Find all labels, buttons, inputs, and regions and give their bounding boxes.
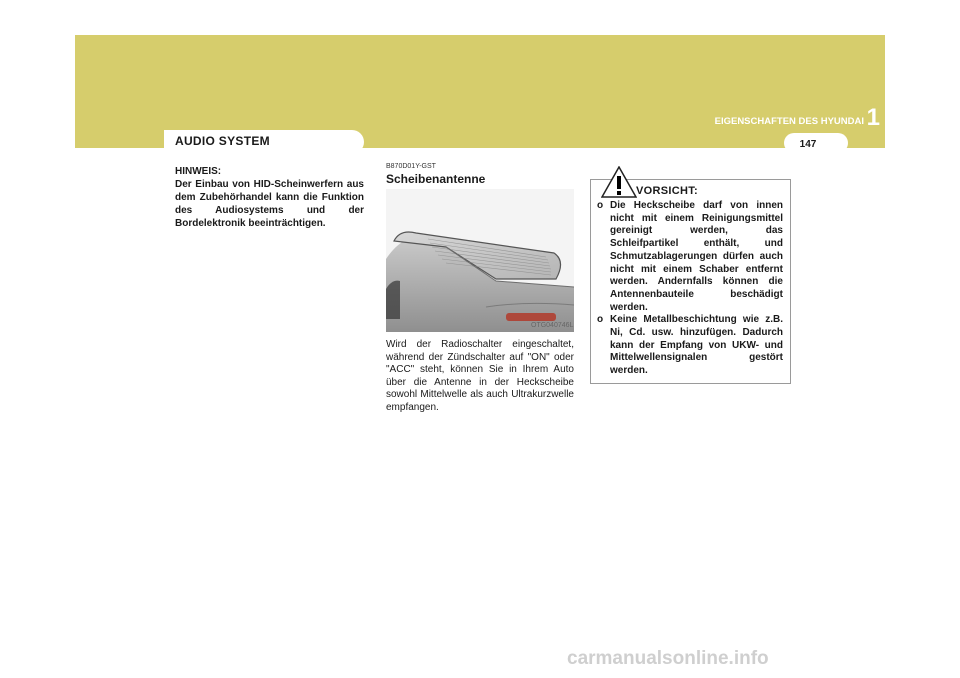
warning-item bbox=[597, 314, 783, 378]
warning-item-bullet: o bbox=[597, 314, 604, 326]
warning-item-bullet: o bbox=[597, 200, 604, 211]
antenna-heading: Scheibenantenne bbox=[386, 172, 486, 186]
section-title: AUDIO SYSTEM bbox=[175, 134, 270, 148]
watermark: carmanualsonline.info bbox=[567, 648, 769, 669]
warning-title: VORSICHT: bbox=[636, 185, 698, 197]
warning-item-text: Die Heckscheibe darf von innen nicht mit einem Reinigungsmittel gereinigt werden, das Schleifpartikel enthält, und Schmutzablagerungen dürfen auch nicht mit einem Schaber entfernt werden. Andernfalls können die Antennenbauteile beschädigt werden. bbox=[610, 200, 783, 313]
warning-item bbox=[597, 200, 783, 314]
warning-list bbox=[597, 200, 783, 378]
antenna-body-text: Wird der Radioschalter eingeschaltet, während der Zündschalter auf "ON" oder "ACC" steht, können Sie in Ihrem Auto über die Antenne in der Heckscheibe sowohl Mittelwelle als auch Ultrakurzwelle empfangen. bbox=[386, 339, 574, 413]
warning-triangle-icon bbox=[601, 166, 637, 203]
photo-code: OTG040746L bbox=[531, 322, 574, 329]
note-heading: HINWEIS: bbox=[175, 166, 222, 177]
rear-window-antenna-photo bbox=[386, 189, 574, 332]
car-rear-illustration bbox=[386, 189, 574, 332]
note-text: Der Einbau von HID-Scheinwerfern aus dem Zubehörhandel kann die Funktion des Audiosystems und der Bordelektronik beeinträchtigen. bbox=[175, 179, 364, 229]
warning-item-text: Keine Metallbeschichtung wie z.B. Ni, Cd. usw. hinzufügen. Dadurch kann der Empfang von UKW- und Mittelwellensignalen gestört werden. bbox=[610, 314, 783, 377]
chapter-number: 1 bbox=[866, 104, 880, 131]
page-number: 147 bbox=[799, 139, 817, 150]
note-block bbox=[175, 165, 364, 230]
chapter-title: EIGENSCHAFTEN DES HYUNDAI bbox=[714, 116, 864, 127]
antenna-reference-code: B870D01Y-GST bbox=[386, 163, 436, 170]
